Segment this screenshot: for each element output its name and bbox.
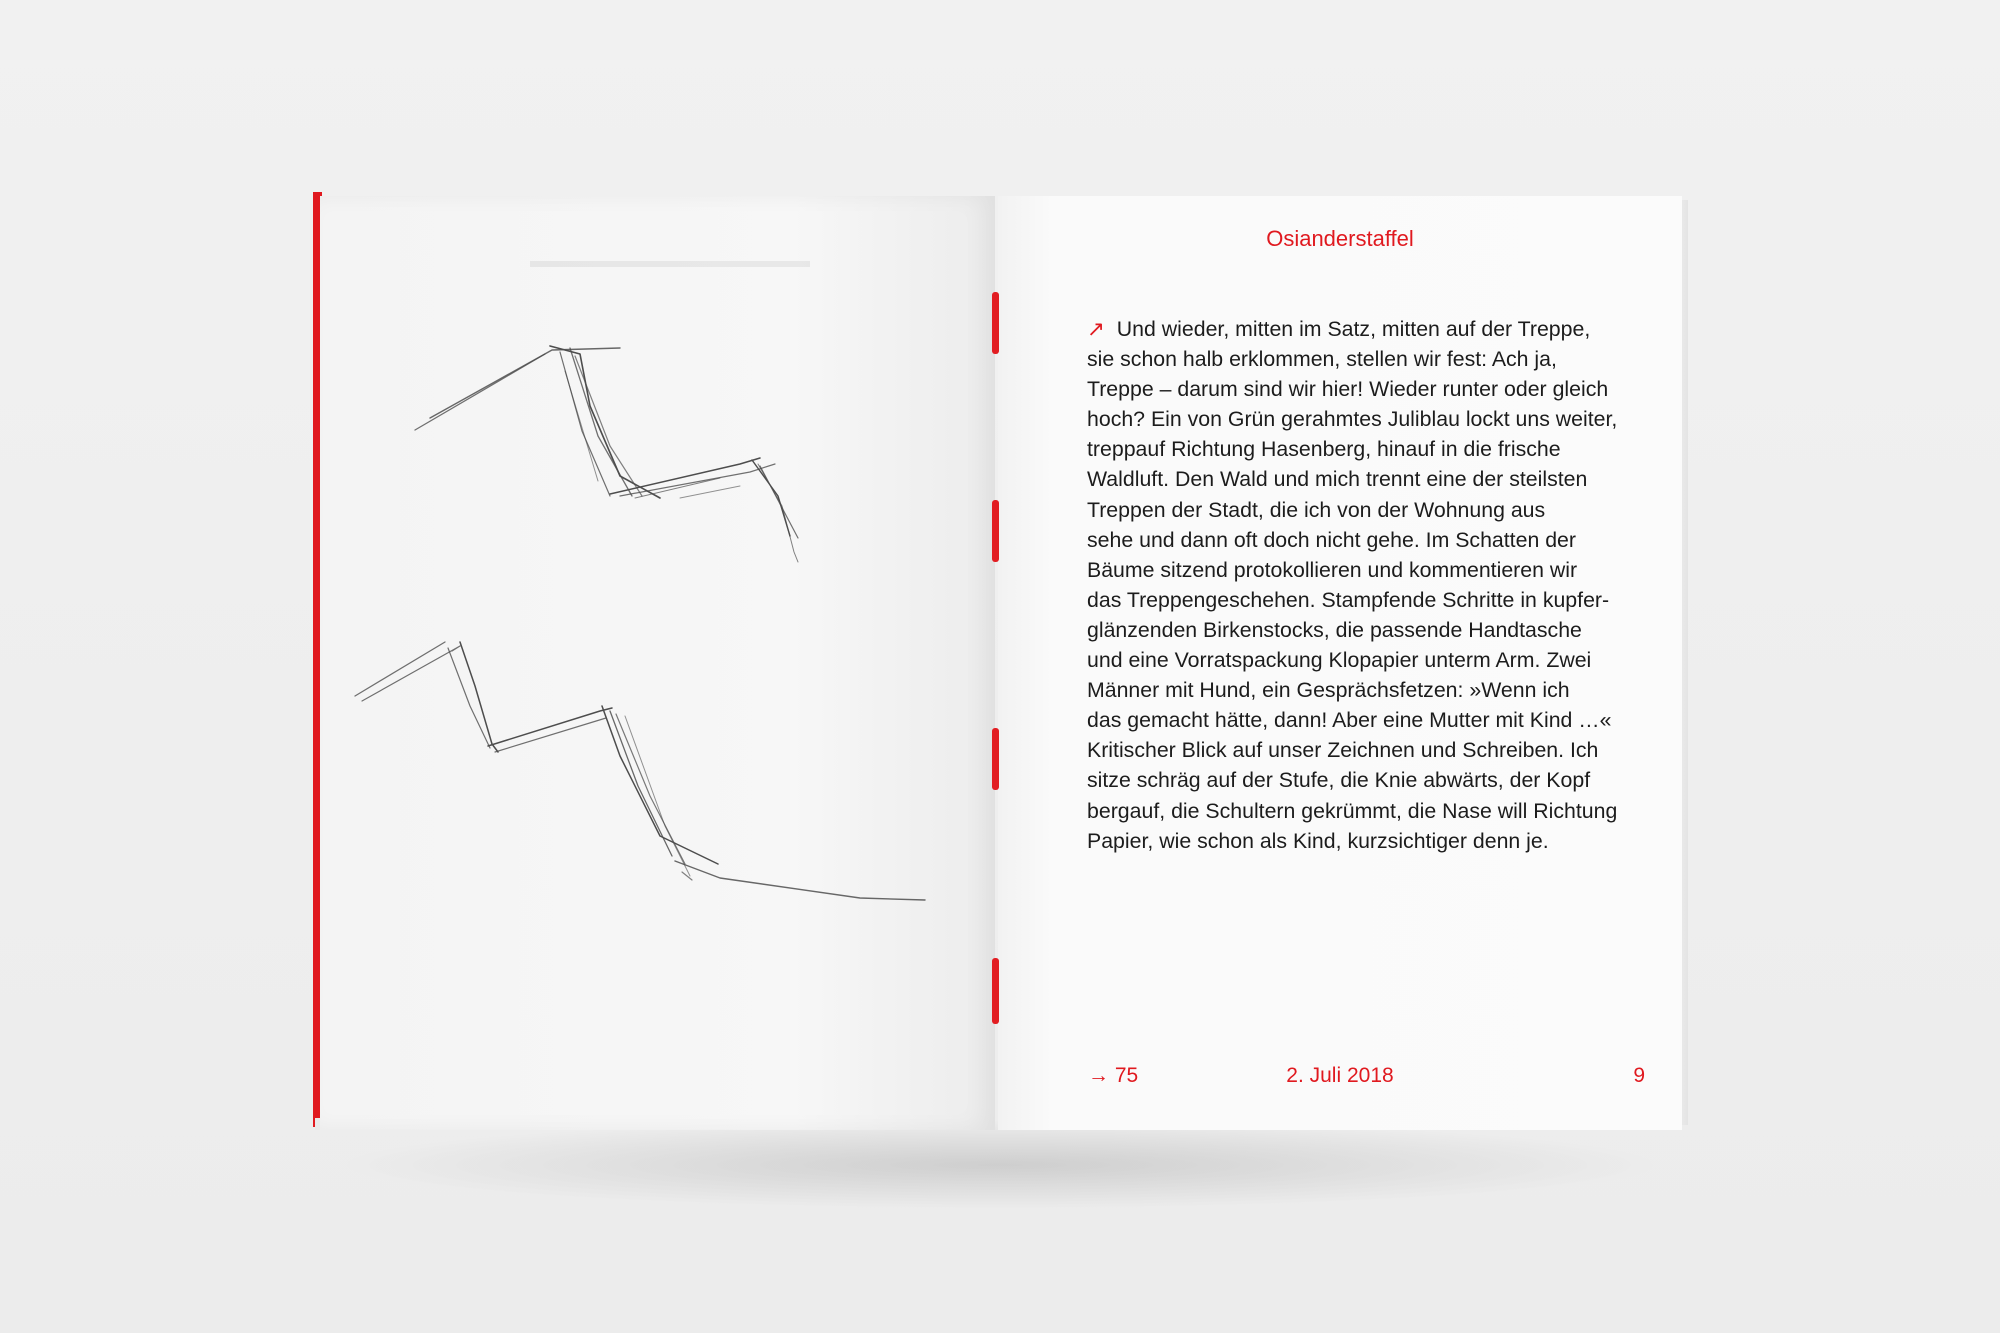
page-number: 9 <box>1633 1064 1645 1087</box>
north-east-arrow-icon: ↗ <box>1087 317 1105 341</box>
body-line: Papier, wie schon als Kind, kurzsichtiger denn je. <box>1087 828 1549 853</box>
body-line: Kritischer Blick auf unser Zeichnen und Schreiben. Ich <box>1087 738 1599 763</box>
body-text <box>1087 314 1647 856</box>
body-line: hoch? Ein von Grün gerahmtes Juliblau lockt uns weiter, <box>1087 407 1618 432</box>
body-line: Waldluft. Den Wald und mich trennt eine der steilsten <box>1087 467 1588 492</box>
body-line: treppauf Richtung Hasenberg, hinauf in die frische <box>1087 437 1561 462</box>
stairs-sketch-illustration <box>320 196 995 1130</box>
cross-reference: → 75 <box>1088 1064 1139 1087</box>
entry-date: 2. Juli 2018 <box>1286 1064 1394 1087</box>
body-line: und eine Vorratspackung Klopapier unterm Arm. Zwei <box>1087 648 1592 673</box>
body-line: Treppe – darum sind wir hier! Wieder runter oder gleich <box>1087 377 1609 402</box>
body-line: Bäume sitzend protokollieren und kommentieren wir <box>1087 557 1578 582</box>
book-shadow <box>330 1120 1670 1210</box>
body-line: Treppen der Stadt, die ich von der Wohnung aus <box>1087 497 1546 522</box>
binding-stitch <box>992 958 999 1024</box>
body-line: ↗ Und wieder, mitten im Satz, mitten auf der Treppe, <box>1087 317 1591 341</box>
body-line: sie schon halb erklommen, stellen wir fest: Ach ja, <box>1087 347 1557 372</box>
running-head: Osianderstaffel <box>1266 226 1414 251</box>
body-line: das Treppengeschehen. Stampfende Schritte in kupfer- <box>1087 587 1610 612</box>
body-line: sehe und dann oft doch nicht gehe. Im Schatten der <box>1087 527 1576 552</box>
binding-stitch <box>992 500 999 562</box>
body-line: Männer mit Hund, ein Gesprächsfetzen: »Wenn ich <box>1087 678 1570 703</box>
body-line: bergauf, die Schultern gekrümmt, die Nase will Richtung <box>1087 798 1618 823</box>
show-through-text: ▬▬▬▬▬▬▬▬▬▬▬▬▬▬ <box>530 250 810 272</box>
binding-stitch <box>992 728 999 790</box>
body-line: das gemacht hätte, dann! Aber eine Mutter mit Kind …« <box>1087 708 1612 733</box>
body-line: glänzenden Birkenstocks, die passende Handtasche <box>1087 617 1582 642</box>
binding-stitch <box>992 292 999 354</box>
body-line: sitze schräg auf der Stufe, die Knie abwärts, der Kopf <box>1087 768 1591 793</box>
